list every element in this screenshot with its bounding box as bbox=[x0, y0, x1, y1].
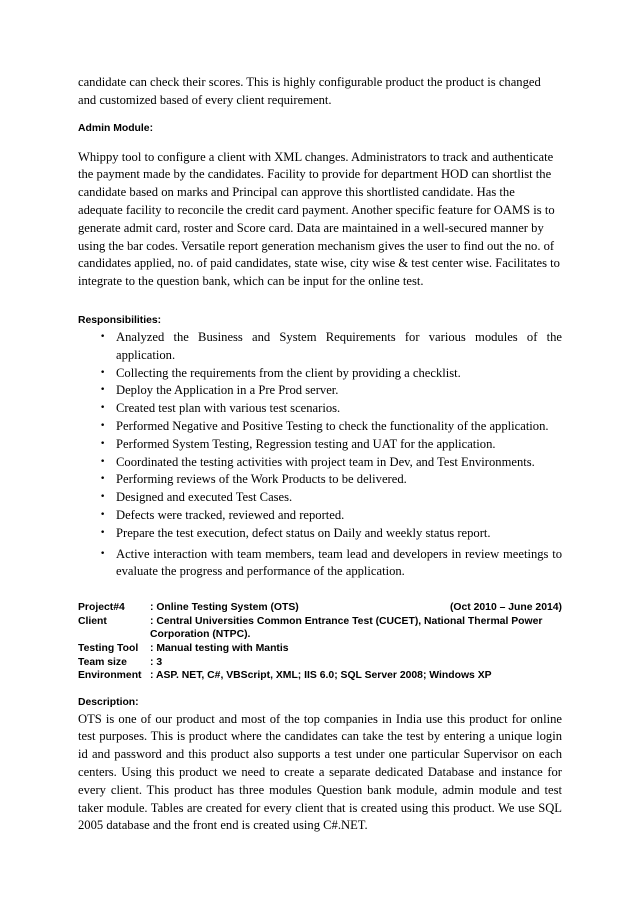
testing-tool-row bbox=[78, 642, 562, 656]
bullet-icon: • bbox=[100, 548, 106, 559]
responsibilities-list bbox=[78, 329, 562, 581]
environment-row bbox=[78, 669, 562, 683]
list-item: • Designed and executed Test Cases. bbox=[100, 489, 562, 507]
environment-label: Environment bbox=[78, 670, 142, 682]
admin-module-paragraph: Whippy tool to configure a client with XML changes. Administrators to track and authenticate the payment made by the candidates. Facility to provide for department HOD can shortlist the candidate based on marks and Principal can approve this shortlisted candidate. Has the adequate facility to reconcile the credit card payment. Another specific feature for OAMS is to generate admit card, roster and Score card. Data are maintained in a well-secured manner by using the bar codes. Versatile report generation mechanism gives the user to find out the no. of candidates applied, no. of paid candidates, state wise, city wise & test center wise. Facilitates to integrate to the question bank, which can be input for the online test. bbox=[78, 149, 560, 289]
project-row bbox=[78, 601, 562, 615]
client-value: : Central Universities Common Entrance Test (CUCET), National Thermal Power Corporation (NTPC). bbox=[150, 615, 543, 641]
list-item: • Defects were tracked, reviewed and reported. bbox=[100, 507, 562, 525]
environment-value: : ASP. NET, C#, VBScript, XML; IIS 6.0; SQL Server 2008; Windows XP bbox=[150, 670, 492, 682]
testing-tool-value: : Manual testing with Mantis bbox=[150, 642, 289, 654]
list-item: • Deploy the Application in a Pre Prod server. bbox=[100, 382, 562, 400]
bullet-icon: • bbox=[100, 367, 106, 378]
description-paragraph: OTS is one of our product and most of the top companies in India use this product for online test purposes. This is product where the candidates can take the test by entering a unique login id and password and this product also supports a test under one particular Supervisor on each centers. Using this product we need to create a separate dedicated Database and instance for every client. This product has three modules Question bank module, admin module and test taker module. Tables are created for every client that is created using this product. We use SQL 2005 database and the front end is created using C#.NET. bbox=[78, 711, 562, 833]
responsibilities-heading: Responsibilities: bbox=[78, 314, 162, 326]
list-item: • Created test plan with various test scenarios. bbox=[100, 400, 562, 418]
bullet-icon: • bbox=[100, 492, 106, 503]
team-size-row bbox=[78, 656, 562, 670]
admin-module-heading: Admin Module: bbox=[78, 122, 154, 134]
project-details bbox=[78, 601, 562, 683]
list-item: • Prepare the test execution, defect status on Daily and weekly status report. bbox=[100, 525, 562, 543]
bullet-icon: • bbox=[100, 420, 106, 431]
intro-paragraph: candidate can check their scores. This is highly configurable product the product is changed and customized based of every client requirement. bbox=[78, 75, 541, 107]
list-item: • Performed Negative and Positive Testing to check the functionality of the application. bbox=[100, 418, 562, 436]
client-label: Client bbox=[78, 615, 107, 627]
list-item: • Coordinated the testing activities with project team in Dev, and Test Environments. bbox=[100, 454, 562, 472]
bullet-icon: • bbox=[100, 509, 106, 520]
bullet-icon: • bbox=[100, 474, 106, 485]
list-item: • Analyzed the Business and System Requirements for various modules of the application. bbox=[100, 329, 562, 362]
client-row bbox=[78, 615, 562, 642]
bullet-icon: • bbox=[100, 385, 106, 396]
list-item: • Performed System Testing, Regression testing and UAT for the application. bbox=[100, 436, 562, 454]
list-item: • Active interaction with team members, team lead and developers in review meetings to evaluate the progress and performance of the application. bbox=[100, 546, 562, 579]
description-heading: Description: bbox=[78, 696, 139, 708]
project-label: Project#4 bbox=[78, 602, 125, 614]
team-size-value: : 3 bbox=[150, 656, 163, 668]
project-value: : Online Testing System (OTS) bbox=[150, 602, 299, 614]
bullet-icon: • bbox=[100, 438, 106, 449]
list-item: • Performing reviews of the Work Products to be delivered. bbox=[100, 471, 562, 489]
bullet-icon: • bbox=[100, 527, 106, 538]
bullet-icon: • bbox=[100, 331, 106, 342]
team-size-label: Team size bbox=[78, 656, 127, 668]
bullet-icon: • bbox=[100, 403, 106, 414]
list-item: • Collecting the requirements from the client by providing a checklist. bbox=[100, 365, 562, 383]
testing-tool-label: Testing Tool bbox=[78, 642, 139, 654]
project-dates: (Oct 2010 – June 2014) bbox=[449, 602, 562, 614]
bullet-icon: • bbox=[100, 456, 106, 467]
